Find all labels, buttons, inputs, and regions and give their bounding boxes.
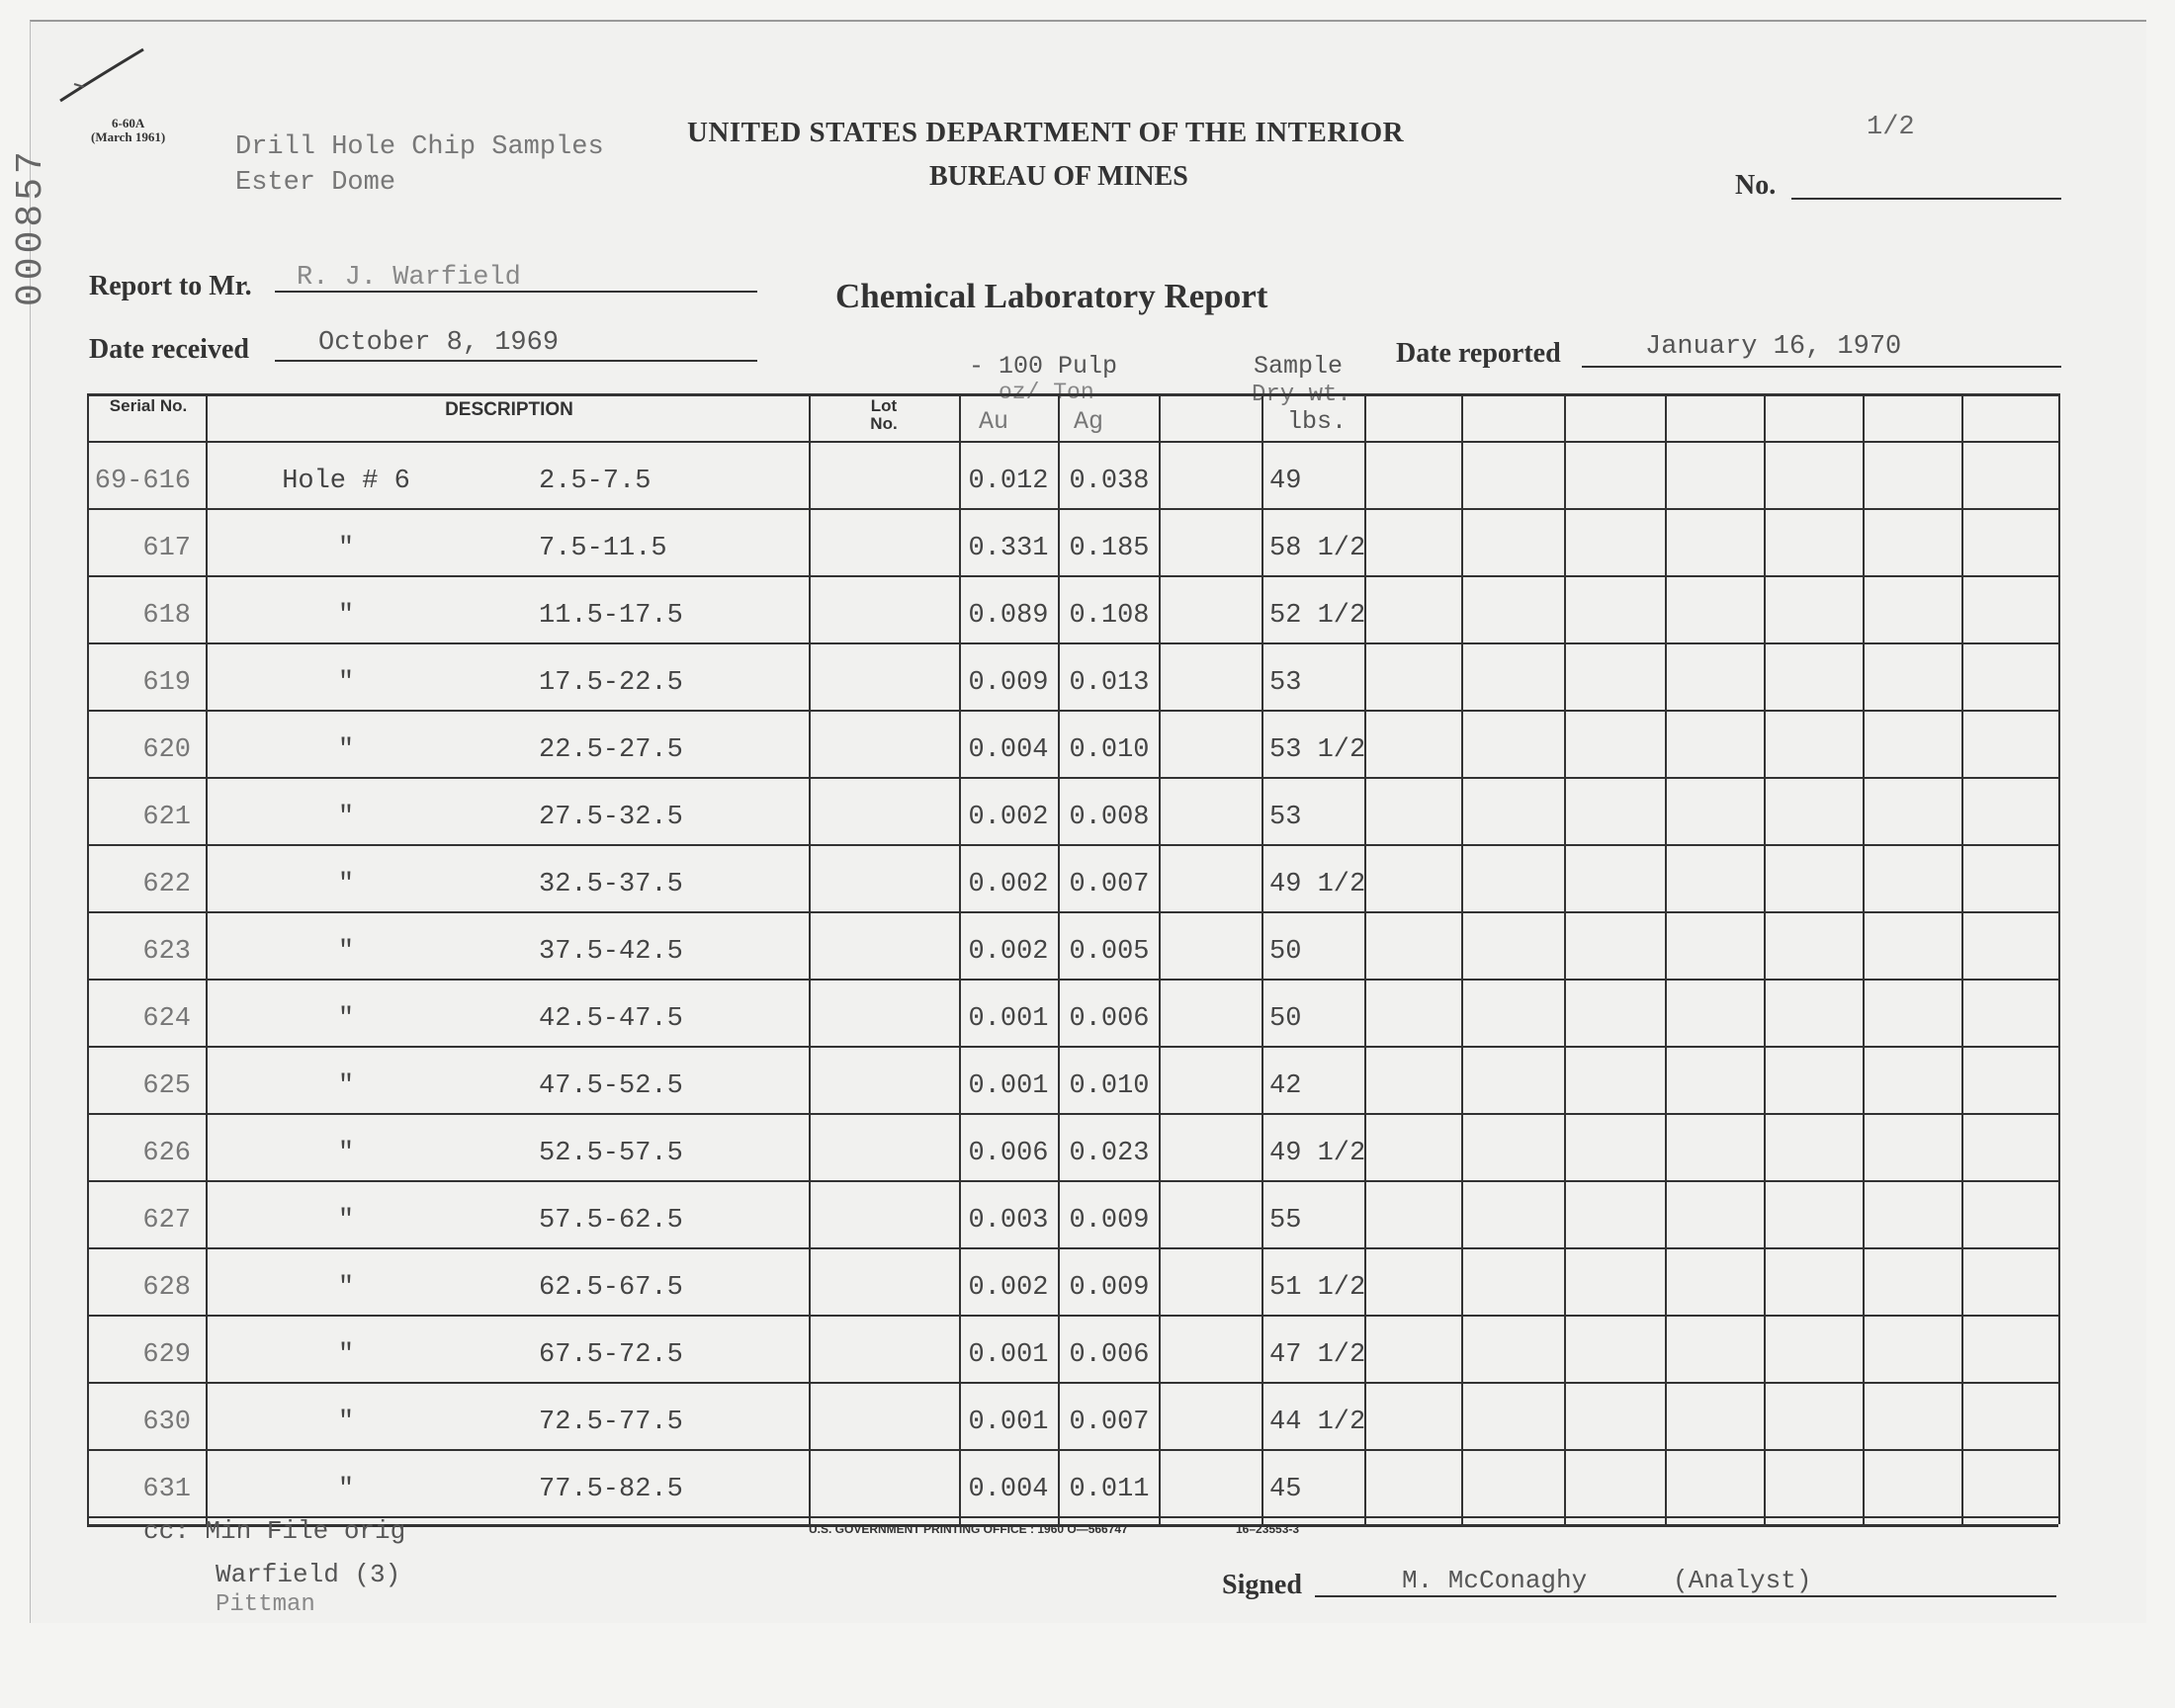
ag-cell: 0.007 <box>1069 870 1150 899</box>
table-row-rule <box>87 642 2058 644</box>
interval-cell: 27.5-32.5 <box>539 803 683 832</box>
interval-cell: 57.5-62.5 <box>539 1206 683 1236</box>
interval-cell: 42.5-47.5 <box>539 1004 683 1034</box>
report-title: Chemical Laboratory Report <box>835 277 1268 315</box>
ag-cell: 0.038 <box>1069 467 1150 496</box>
unit-label: oz/ Ton <box>999 380 1094 405</box>
interval-cell: 11.5-17.5 <box>539 601 683 631</box>
signature-line <box>1315 1595 2056 1597</box>
signed-label: Signed <box>1222 1570 1302 1600</box>
serial-cell: 69-616 <box>94 467 191 496</box>
date-reported-value: January 16, 1970 <box>1645 332 1902 362</box>
signed-value: M. McConaghy <box>1402 1566 1588 1595</box>
dry-weight-cell: 49 <box>1269 467 1302 496</box>
hole-cell: " <box>337 1475 355 1504</box>
hole-cell: " <box>337 803 355 832</box>
interval-cell: 72.5-77.5 <box>539 1408 683 1437</box>
dry-weight-cell: 53 <box>1269 803 1302 832</box>
ag-cell: 0.010 <box>1069 735 1150 765</box>
sample-label: Sample <box>1254 352 1344 381</box>
serial-cell: 624 <box>142 1004 191 1034</box>
serial-cell: 618 <box>142 601 191 631</box>
serial-cell: 625 <box>142 1071 191 1101</box>
serial-cell: 626 <box>142 1139 191 1168</box>
project-line-2: Ester Dome <box>235 168 396 198</box>
table-header-rule <box>87 441 2058 443</box>
au-cell: 0.003 <box>968 1206 1049 1236</box>
dry-weight-cell: 52 1/2 <box>1269 601 1366 631</box>
hole-cell: " <box>337 937 355 967</box>
serial-cell: 627 <box>142 1206 191 1236</box>
table-top-rule <box>87 393 2058 396</box>
serial-cell: 622 <box>142 870 191 899</box>
au-cell: 0.001 <box>968 1340 1049 1370</box>
table-column-rule <box>1461 393 1463 1524</box>
dry-weight-cell: 45 <box>1269 1475 1302 1504</box>
ag-cell: 0.010 <box>1069 1071 1150 1101</box>
form-number: 16–23553-3 <box>1236 1522 1300 1536</box>
no-label: No. <box>1735 170 1777 201</box>
hole-cell: Hole # 6 <box>282 467 410 496</box>
au-cell: 0.001 <box>968 1408 1049 1437</box>
ag-cell: 0.006 <box>1069 1004 1150 1034</box>
ag-header: Ag <box>1074 407 1104 436</box>
serial-cell: 621 <box>142 803 191 832</box>
hole-cell: " <box>337 870 355 899</box>
serial-header: Serial No. <box>109 396 188 415</box>
dry-weight-cell: 49 1/2 <box>1269 1139 1366 1168</box>
dry-weight-cell: 58 1/2 <box>1269 534 1366 563</box>
interval-cell: 7.5-11.5 <box>539 534 667 563</box>
table-row-rule <box>87 911 2058 913</box>
hole-cell: " <box>337 601 355 631</box>
table-row-rule <box>87 1113 2058 1115</box>
department-name: UNITED STATES DEPARTMENT OF THE INTERIOR <box>687 117 1405 148</box>
dry-weight-cell: 53 <box>1269 668 1302 698</box>
table-column-rule <box>206 393 208 1524</box>
table-column-rule <box>1564 393 1566 1524</box>
hole-cell: " <box>337 735 355 765</box>
report-to-value: R. J. Warfield <box>297 263 521 293</box>
table-column-rule <box>2058 393 2060 1524</box>
project-line-1: Drill Hole Chip Samples <box>235 132 604 162</box>
bureau-name: BUREAU OF MINES <box>929 161 1188 192</box>
dry-weight-cell: 47 1/2 <box>1269 1340 1366 1370</box>
interval-cell: 62.5-67.5 <box>539 1273 683 1303</box>
no-field-line <box>1791 198 2061 200</box>
lbs-label: lbs. <box>1287 407 1348 436</box>
ag-cell: 0.013 <box>1069 668 1150 698</box>
lot-header: Lot No. <box>870 396 898 433</box>
cc-line-1: cc: Min File orig <box>143 1516 406 1546</box>
dry-weight-cell: 55 <box>1269 1206 1302 1236</box>
table-column-rule <box>1665 393 1667 1524</box>
dry-weight-cell: 50 <box>1269 1004 1302 1034</box>
stamp-number: 000857 <box>10 147 52 306</box>
ag-cell: 0.008 <box>1069 803 1150 832</box>
au-cell: 0.004 <box>968 1475 1049 1504</box>
ag-cell: 0.009 <box>1069 1206 1150 1236</box>
cc-line-2: Warfield (3) <box>216 1560 401 1589</box>
au-cell: 0.002 <box>968 1273 1049 1303</box>
dry-weight-cell: 44 1/2 <box>1269 1408 1366 1437</box>
pulp-label: - 100 Pulp <box>969 352 1118 381</box>
serial-cell: 631 <box>142 1475 191 1504</box>
serial-cell: 628 <box>142 1273 191 1303</box>
table-column-rule <box>1159 393 1161 1524</box>
dry-weight-cell: 53 1/2 <box>1269 735 1366 765</box>
date-received-label: Date received <box>89 334 249 365</box>
hole-cell: " <box>337 1071 355 1101</box>
ag-cell: 0.023 <box>1069 1139 1150 1168</box>
table-row-rule <box>87 777 2058 779</box>
dry-weight-cell: 51 1/2 <box>1269 1273 1366 1303</box>
date-received-line <box>275 360 757 362</box>
ag-cell: 0.108 <box>1069 601 1150 631</box>
page-number: 1/2 <box>1867 113 1915 142</box>
table-column-rule <box>1058 393 1060 1524</box>
hole-cell: " <box>337 1139 355 1168</box>
printing-office-note: U.S. GOVERNMENT PRINTING OFFICE : 1960 O—566747 <box>809 1522 1128 1536</box>
au-header: Au <box>979 407 1009 436</box>
form-code <box>91 117 165 144</box>
serial-cell: 617 <box>142 534 191 563</box>
table-column-rule <box>809 393 811 1524</box>
form-code-date: (March 1961) <box>91 129 166 144</box>
date-reported-label: Date reported <box>1396 338 1561 369</box>
ag-cell: 0.009 <box>1069 1273 1150 1303</box>
cc-line-3: Pittman <box>216 1591 315 1613</box>
au-cell: 0.012 <box>968 467 1049 496</box>
table-row-rule <box>87 710 2058 712</box>
table-column-rule <box>1961 393 1963 1524</box>
serial-cell: 620 <box>142 735 191 765</box>
au-cell: 0.001 <box>968 1004 1049 1034</box>
au-cell: 0.089 <box>968 601 1049 631</box>
dry-wt-label: Dry wt. <box>1252 382 1351 408</box>
date-received-value: October 8, 1969 <box>318 328 560 358</box>
au-cell: 0.331 <box>968 534 1049 563</box>
interval-cell: 17.5-22.5 <box>539 668 683 698</box>
interval-cell: 22.5-27.5 <box>539 735 683 765</box>
au-cell: 0.001 <box>968 1071 1049 1101</box>
au-cell: 0.004 <box>968 735 1049 765</box>
interval-cell: 37.5-42.5 <box>539 937 683 967</box>
form-code-number: 6-60A <box>112 116 145 130</box>
ag-cell: 0.007 <box>1069 1408 1150 1437</box>
description-header: DESCRIPTION <box>445 399 573 420</box>
table-row-rule <box>87 844 2058 846</box>
ag-cell: 0.185 <box>1069 534 1150 563</box>
table-column-rule <box>1863 393 1865 1524</box>
serial-cell: 619 <box>142 668 191 698</box>
ag-cell: 0.006 <box>1069 1340 1150 1370</box>
serial-cell: 629 <box>142 1340 191 1370</box>
hole-cell: " <box>337 1408 355 1437</box>
table-row-rule <box>87 575 2058 577</box>
interval-cell: 47.5-52.5 <box>539 1071 683 1101</box>
table-row-rule <box>87 1180 2058 1182</box>
table-row-rule <box>87 1382 2058 1384</box>
table-row-rule <box>87 1247 2058 1249</box>
au-cell: 0.006 <box>968 1139 1049 1168</box>
serial-cell: 623 <box>142 937 191 967</box>
date-reported-line <box>1582 366 2061 368</box>
hole-cell: " <box>337 1340 355 1370</box>
table-column-rule <box>1764 393 1766 1524</box>
hole-cell: " <box>337 1004 355 1034</box>
table-row-rule <box>87 1046 2058 1048</box>
ag-cell: 0.011 <box>1069 1475 1150 1504</box>
report-to-label: Report to Mr. <box>89 271 252 301</box>
au-cell: 0.002 <box>968 870 1049 899</box>
interval-cell: 52.5-57.5 <box>539 1139 683 1168</box>
table-row-rule <box>87 508 2058 510</box>
table-column-rule <box>1262 393 1263 1524</box>
table-row-rule <box>87 1315 2058 1317</box>
hole-cell: " <box>337 1273 355 1303</box>
handwritten-check-mark <box>54 40 153 119</box>
au-cell: 0.009 <box>968 668 1049 698</box>
dry-weight-cell: 49 1/2 <box>1269 870 1366 899</box>
ag-cell: 0.005 <box>1069 937 1150 967</box>
dry-weight-cell: 42 <box>1269 1071 1302 1101</box>
au-cell: 0.002 <box>968 937 1049 967</box>
hole-cell: " <box>337 668 355 698</box>
interval-cell: 77.5-82.5 <box>539 1475 683 1504</box>
serial-cell: 630 <box>142 1408 191 1437</box>
table-row-rule <box>87 1449 2058 1451</box>
hole-cell: " <box>337 534 355 563</box>
analyst-label: (Analyst) <box>1673 1566 1812 1595</box>
hole-cell: " <box>337 1206 355 1236</box>
interval-cell: 2.5-7.5 <box>539 467 652 496</box>
interval-cell: 67.5-72.5 <box>539 1340 683 1370</box>
interval-cell: 32.5-37.5 <box>539 870 683 899</box>
au-cell: 0.002 <box>968 803 1049 832</box>
table-row-rule <box>87 979 2058 981</box>
dry-weight-cell: 50 <box>1269 937 1302 967</box>
